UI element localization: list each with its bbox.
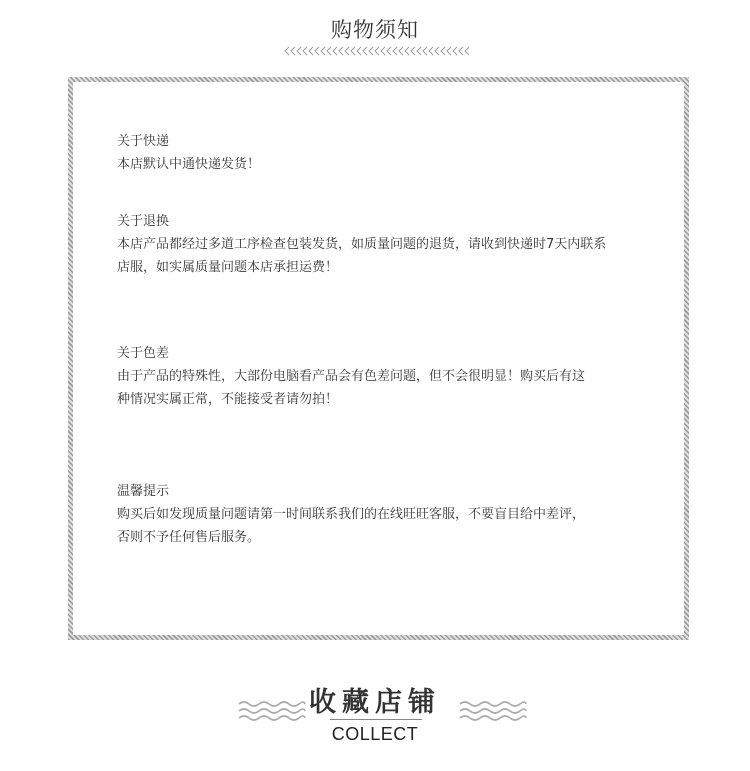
section-title: 关于色差 xyxy=(117,346,170,361)
section-title: 温馨提示 xyxy=(117,484,170,499)
section-body: 本店默认中通快递发货！ xyxy=(117,157,261,172)
collect-store-title[interactable]: 收藏店铺 xyxy=(309,687,441,718)
collect-subtitle[interactable]: COLLECT xyxy=(331,724,419,744)
section-reminder xyxy=(117,480,657,549)
page-title: 购物须知 xyxy=(331,18,419,42)
section-body: 购买后如发现质量问题请第一时间联系我们的在线旺旺客服，不要盲目给中差评， 否则不予任何售后服务。 xyxy=(117,507,586,545)
section-title: 关于退换 xyxy=(117,214,170,229)
divider xyxy=(330,719,422,720)
section-returns xyxy=(117,210,657,279)
wave-right-icon xyxy=(458,700,528,722)
notice-frame xyxy=(68,77,689,640)
section-shipping xyxy=(117,130,657,176)
section-body: 由于产品的特殊性，大部份电脑看产品会有色差问题，但不会很明显！购买后有这 种情况实属正常，不能接受者请勿拍！ xyxy=(117,369,586,407)
section-body: 本店产品都经过多道工序检查包装发货，如质量问题的退货，请收到快递时7天内联系 店服，如实属质量问题本店承担运费！ xyxy=(117,237,607,275)
chevron-ornament-icon xyxy=(283,46,469,56)
section-color-difference xyxy=(117,342,657,411)
notice-panel xyxy=(73,82,684,635)
section-title: 关于快递 xyxy=(117,134,170,149)
